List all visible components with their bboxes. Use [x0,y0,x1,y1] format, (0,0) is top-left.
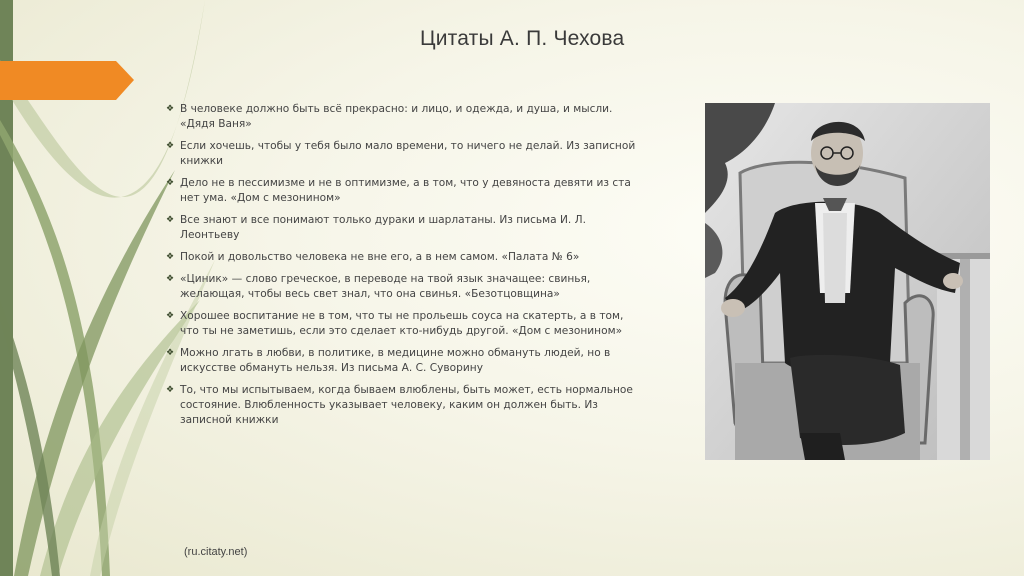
source-caption: (ru.citaty.net) [184,546,248,558]
quote-text: Можно лгать в любви, в политике, в медицине можно обмануть людей, но в искусстве обмануть нельзя. Из письма А. С. Суворину [180,347,611,374]
quote-text: То, что мы испытываем, когда бываем влюблены, быть может, есть нормальное состояние. Влюбленность указывает человеку, каким он должен быть. Из записной книжки [180,384,633,426]
quote-text: Покой и довольство человека не вне его, а в нем самом. «Палата № 6» [180,251,580,263]
four-diamond-bullet-icon: ❖ [166,252,175,262]
four-diamond-bullet-icon: ❖ [166,385,175,395]
quote-item [166,309,644,339]
quote-text: Если хочешь, чтобы у тебя было мало времени, то ничего не делай. Из записной книжки [180,140,636,167]
quote-text: В человеке должно быть всё прекрасно: и лицо, и одежда, и душа, и мысли. «Дядя Ваня» [180,103,613,130]
quote-text: Хорошее воспитание не в том, что ты не прольешь соуса на скатерть, а в том, что ты не заметишь, если это сделает кто-нибудь другой. «Дом с мезонином» [180,310,624,337]
quote-list [166,102,644,435]
four-diamond-bullet-icon: ❖ [166,348,175,358]
quote-item [166,139,644,169]
quote-item [166,272,644,302]
quote-item [166,250,644,265]
quote-text: «Циник» — слово греческое, в переводе на твой язык значащее: свинья, желающая, чтобы весь свет знал, что она свинья. «Безотцовщина» [180,273,591,300]
four-diamond-bullet-icon: ❖ [166,178,175,188]
four-diamond-bullet-icon: ❖ [166,274,175,284]
four-diamond-bullet-icon: ❖ [166,104,175,114]
quote-item [166,102,644,132]
four-diamond-bullet-icon: ❖ [166,141,175,151]
slide-title: Цитаты А. П. Чехова [420,27,625,50]
quote-item [166,383,644,428]
quote-item [166,346,644,376]
quote-item [166,176,644,206]
chekhov-portrait-photo [705,103,990,460]
quote-text: Все знают и все понимают только дураки и шарлатаны. Из письма И. Л. Леонтьеву [180,214,586,241]
four-diamond-bullet-icon: ❖ [166,215,175,225]
quote-text: Дело не в пессимизме и не в оптимизме, а в том, что у девяноста девяти из ста нет ума. «Дом с мезонином» [180,177,631,204]
four-diamond-bullet-icon: ❖ [166,311,175,321]
orange-arrow-shape [0,0,140,576]
portrait-illustration [705,103,990,460]
quote-item [166,213,644,243]
